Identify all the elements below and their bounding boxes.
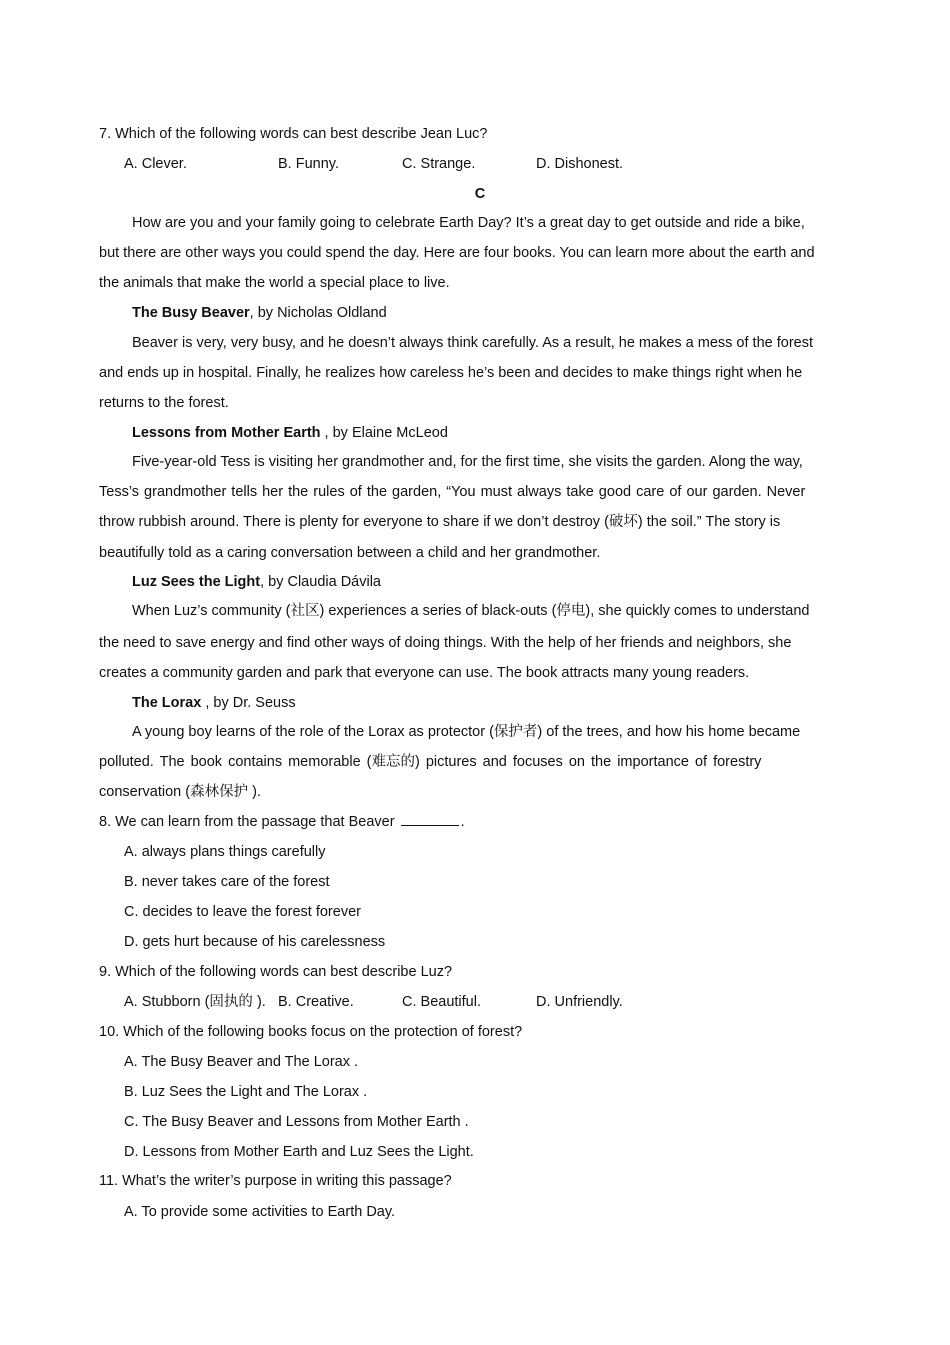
book-text-line: beautifully told as a caring conversation between a child and her grandmother.: [99, 545, 601, 561]
intro-line: the animals that make the world a special place to live.: [99, 275, 450, 291]
q8-option-a: A. always plans things carefully: [124, 844, 326, 860]
q11-stem: 11. What’s the writer’s purpose in writing this passage?: [99, 1173, 452, 1189]
q8-option-c: C. decides to leave the forest forever: [124, 904, 361, 920]
q9-option-d: D. Unfriendly.: [536, 994, 623, 1010]
book-heading: [132, 573, 381, 591]
book-title: The Lorax: [132, 695, 202, 711]
intro-line: but there are other ways you could spend the day. Here are four books. You can learn more about the earth and: [99, 245, 815, 261]
section-heading: C: [474, 186, 486, 202]
book-text-line: creates a community garden and park that everyone can use. The book attracts many young readers.: [99, 665, 750, 681]
q10-option-a: A. The Busy Beaver and The Lorax .: [124, 1054, 359, 1070]
q9-stem: 9. Which of the following words can best describe Luz?: [99, 964, 453, 980]
q9-options: [124, 993, 623, 1011]
q9-option-c: C. Beautiful.: [402, 994, 481, 1010]
book-heading: [132, 304, 387, 322]
q10-stem: 10. Which of the following books focus on the protection of forest?: [99, 1024, 523, 1040]
book-text-line: the need to save energy and find other ways of doing things. With the help of her friends and neighbors, she: [99, 635, 792, 651]
q7-option-a: A. Clever.: [124, 156, 187, 172]
book-text-line: returns to the forest.: [99, 395, 229, 411]
book-title: The Busy Beaver: [132, 305, 250, 321]
book-byline: , by Elaine McLeod: [320, 425, 448, 441]
book-byline: , by Claudia Dávila: [260, 574, 381, 590]
q7-option-c: C. Strange.: [402, 156, 476, 172]
q10-option-c: C. The Busy Beaver and Lessons from Mother Earth .: [124, 1114, 469, 1130]
q7-stem: 7. Which of the following words can best describe Jean Luc?: [99, 126, 488, 142]
intro-line: How are you and your family going to celebrate Earth Day? It’s a great day to get outside and ride a bike,: [132, 215, 805, 231]
q7-option-d: D. Dishonest.: [536, 156, 624, 172]
q10-option-d: D. Lessons from Mother Earth and Luz Sees the Light.: [124, 1144, 474, 1160]
book-byline: , by Nicholas Oldland: [249, 305, 387, 321]
q7-option-b: B. Funny.: [278, 156, 339, 172]
q11-option-a: A. To provide some activities to Earth Day.: [124, 1204, 396, 1220]
book-heading: [132, 694, 296, 712]
q9-option-b: B. Creative.: [278, 994, 354, 1010]
book-byline: , by Dr. Seuss: [201, 695, 296, 711]
book-title: Luz Sees the Light: [132, 574, 261, 590]
book-text-line: throw rubbish around. There is plenty for everyone to share if we don’t destroy (破坏) the soil.” The story is: [99, 514, 781, 530]
q8-option-d: D. gets hurt because of his carelessness: [124, 934, 386, 950]
q7-options: [124, 155, 623, 173]
q9-option-a: A. Stubborn (固执的 ).: [124, 994, 266, 1010]
answer-blank: [401, 813, 459, 826]
book-text-line: Tess’s grandmother tells her the rules of the garden, “You must always take good care of our garden. Never: [99, 484, 806, 500]
book-text-line: A young boy learns of the role of the Lorax as protector (保护者) of the trees, and how his home became: [132, 724, 801, 740]
book-text-line: conservation (森林保护 ).: [99, 784, 261, 800]
book-title: Lessons from Mother Earth: [132, 425, 321, 441]
q8-stem: [99, 813, 465, 831]
book-text-line: polluted. The book contains memorable (难忘的) pictures and focuses on the importance of forestry: [99, 754, 762, 770]
q8-stem-text: 8. We can learn from the passage that Beaver: [99, 814, 399, 830]
q8-option-b: B. never takes care of the forest: [124, 874, 330, 890]
book-text-line: and ends up in hospital. Finally, he realizes how careless he’s been and decides to make things right when he: [99, 365, 803, 381]
q10-option-b: B. Luz Sees the Light and The Lorax .: [124, 1084, 368, 1100]
book-text-line: Five-year-old Tess is visiting her grandmother and, for the first time, she visits the garden. Along the way,: [132, 454, 803, 470]
q8-stem-end: .: [460, 814, 465, 830]
book-heading: [132, 424, 448, 442]
book-text-line: When Luz’s community (社区) experiences a series of black-outs (停电), she quickly comes to understand: [132, 603, 810, 619]
book-text-line: Beaver is very, very busy, and he doesn’t always think carefully. As a result, he makes a mess of the forest: [132, 335, 814, 351]
